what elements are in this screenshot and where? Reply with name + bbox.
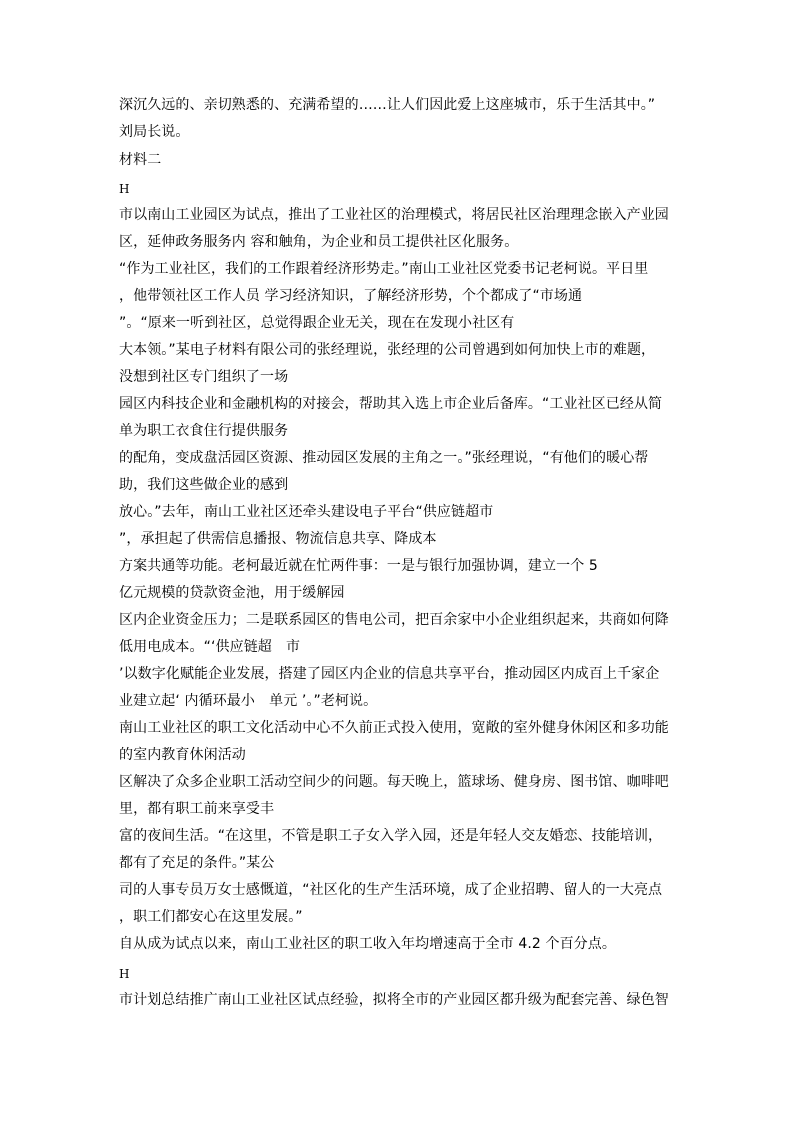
text-line: 业建立起‘ 内循环最小 单元 ’。”老柯说。 (119, 693, 378, 709)
text-line: 自从成为试点以来，南山工业社区的职工收入年均增速高于全市 4.2 个百分点。 (119, 936, 616, 952)
text-line: 园区内科技企业和金融机构的对接会，帮助其入选上市企业后备库。“工业社区已经从简 (119, 396, 663, 412)
text-line: 区，延伸政务服务内 容和触角，为企业和员工提供社区化服务。 (119, 234, 519, 250)
text-line: 市计划总结推广南山工业社区试点经验，拟将全市的产业园区都升级为配套完善、绿色智 (119, 992, 669, 1008)
text-line: “作为工业社区，我们的工作跟着经济形势走。”南山工业社区党委书记老柯说。平日里 (119, 261, 649, 277)
text-line: 没想到社区专门组织了一场 (119, 369, 289, 385)
text-line: ，职工们都安心在这里发展。” (119, 909, 303, 925)
section-heading: 材料二 (119, 152, 162, 168)
text-line: 市以南山工业园区为试点，推出了工业社区的治理模式，将居民社区治理理念嵌入产业园 (119, 207, 669, 223)
text-line: 南山工业社区的职工文化活动中心不久前正式投入使用，宽敞的室外健身休闲区和多功能 (119, 720, 669, 736)
text-line: 区解决了众多企业职工活动空间少的问题。每天晚上，篮球场、健身房、图书馆、咖啡吧 (119, 774, 669, 790)
text-line: 的室内教育休闲活动 (119, 747, 246, 763)
text-line: 深沉久远的、亲切熟悉的、充满希望的……让人们因此爱上这座城市，乐于生活其中。” (119, 97, 656, 113)
text-line: ”。“原来一听到社区，总觉得跟企业无关，现在在发现小社区有 (119, 315, 515, 331)
text-line: 司的人事专员万女士感慨道，“社区化的生产生活环境，成了企业招聘、留人的一大亮点 (119, 882, 663, 898)
text-line: 区内企业资金压力；二是联系园区的售电公司，把百余家中小企业组织起来，共商如何降 (119, 612, 669, 628)
text-line: ’以数字化赋能企业发展，搭建了园区内企业的信息共享平台，推动园区内成百上千家企 (119, 666, 660, 682)
text-line: 的配角，变成盘活园区资源、推动园区发展的主角之一。”张经理说，“有他们的暖心帮 (119, 450, 649, 466)
text-line: ”，承担起了供需信息播报、物流信息共享、降成本 (119, 531, 437, 547)
text-line: 助，我们这些做企业的感到 (119, 477, 289, 493)
text-line: 方案共通等功能。老柯最近就在忙两件事：一是与银行加强协调，建立一个 5 (119, 558, 598, 574)
city-letter: H (119, 967, 130, 981)
text-line: 里，都有职工前来享受丰 (119, 801, 275, 817)
text-line: 放心。”去年，南山工业社区还牵头建设电子平台“供应链超市 (119, 504, 494, 520)
text-line: 低用电成本。“‘供应链超 市 (119, 639, 301, 655)
text-line: 富的夜间生活。“在这里，不管是职工子女入学入园，还是年轻人交友婚恋、技能培训， (119, 828, 663, 844)
text-line: 都有了充足的条件。”某公 (119, 855, 275, 871)
text-line: ，他带领社区工作人员 学习经济知识，了解经济形势，个个都成了“市场通 (119, 288, 583, 304)
text-line: 亿元规模的贷款资金池，用于缓解园 (119, 585, 345, 601)
city-letter: H (119, 182, 130, 196)
text-line: 单为职工衣食住行提供服务 (119, 423, 289, 439)
text-line: 大本领。”某电子材料有限公司的张经理说，张经理的公司曾遇到如何加快上市的难题， (119, 342, 656, 358)
text-line: 刘局长说。 (119, 124, 190, 140)
